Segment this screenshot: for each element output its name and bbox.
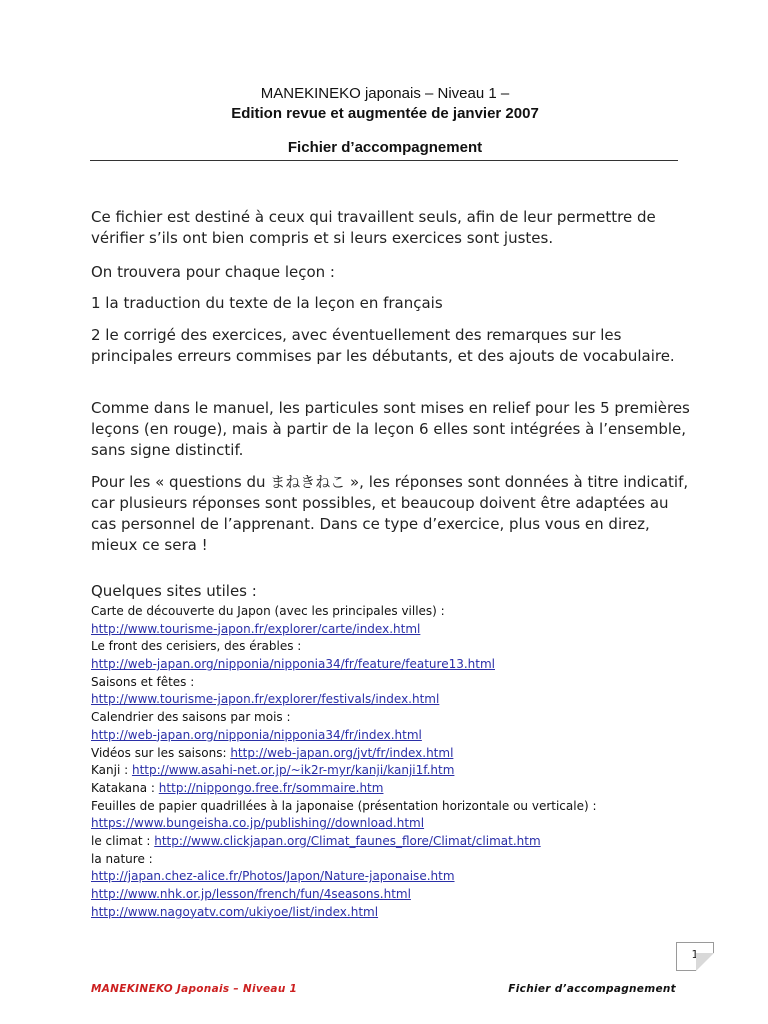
site-row (91, 886, 691, 904)
site-link[interactable]: http://web-japan.org/nipponia/nipponia34/fr/index.html (91, 727, 422, 742)
site-row (91, 904, 691, 922)
site-row (91, 691, 691, 709)
site-link[interactable]: http://web-japan.org/jvt/fr/index.html (230, 745, 454, 760)
site-row (91, 656, 691, 674)
site-row (91, 780, 691, 798)
document-subtitle: Fichier d’accompagnement (287, 139, 483, 156)
site-label: Carte de découverte du Japon (avec les principales villes) : (91, 604, 445, 618)
intro-paragraph: Ce fichier est destiné à ceux qui travaillent seuls, afin de leur permettre de vérifier s’ils ont bien compris et si leurs exercices sont justes. (91, 208, 656, 247)
site-link[interactable]: http://www.tourisme-japon.fr/explorer/festivals/index.html (91, 692, 440, 707)
site-link[interactable]: http://www.clickjapan.org/Climat_faunes_flore/Climat/climat.htm (154, 833, 541, 848)
site-label: Vidéos sur les saisons: (91, 745, 231, 760)
site-row (91, 745, 691, 763)
site-label: Saisons et fêtes : (91, 674, 195, 689)
document-title: MANEKINEKO japonais – Niveau 1 – (260, 85, 510, 102)
questions-paragraph: Pour les « questions du まねきねこ », les réponses sont données à titre indicatif, car plusieurs réponses sont possibles, et beaucoup doivent être adaptées au cas personnel de l’apprenant. Dans ce type d’exercice, plus vous en direz, mieux ce sera ! (91, 473, 689, 554)
site-link[interactable]: http://www.asahi-net.or.jp/~ik2r-myr/kanji/kanji1f.htm (131, 763, 455, 778)
header-divider (90, 160, 678, 161)
site-row (91, 833, 691, 851)
site-label: le climat : (91, 833, 155, 848)
site-link[interactable]: http://japan.chez-alice.fr/Photos/Japon/Nature-japonaise.htm (91, 869, 455, 884)
lesson-contents-intro: On trouvera pour chaque leçon : (91, 263, 335, 281)
document-edition: Edition revue et augmentée de janvier 2007 (231, 105, 539, 122)
site-link[interactable]: http://www.nagoyatv.com/ukiyoe/list/index.html (91, 904, 379, 919)
lesson-contents-item-2: 2 le corrigé des exercices, avec éventuellement des remarques sur les principales erreurs commises par les débutants, et des ajouts de vocabulaire. (91, 326, 675, 365)
page-curl-icon (696, 953, 714, 971)
site-row (91, 674, 691, 692)
site-row (91, 815, 691, 833)
site-row (91, 621, 691, 639)
sites-heading: Quelques sites utiles : (91, 582, 257, 600)
site-link[interactable]: http://web-japan.org/nipponia/nipponia34/fr/feature/feature13.html (91, 657, 495, 672)
site-row (91, 709, 691, 727)
page-number: 1 (691, 948, 699, 961)
site-row (91, 638, 691, 656)
particles-paragraph: Comme dans le manuel, les particules sont mises en relief pour les 5 premières leçons (en rouge), mais à partir de la leçon 6 elles sont intégrées à l’ensemble, sans signe distinctif. (91, 399, 690, 459)
footer-left: MANEKINEKO Japonais – Niveau 1 (91, 983, 298, 995)
site-label: Calendrier des saisons par mois : (91, 710, 291, 725)
useful-sites-list (91, 603, 691, 921)
site-row (91, 603, 691, 621)
site-label: Le front des cerisiers, des érables : (91, 639, 302, 654)
site-link[interactable]: https://www.bungeisha.co.jp/publishing//download.html (91, 816, 425, 831)
site-label: Feuilles de papier quadrillées à la japonaise (présentation horizontale ou verticale) : (91, 798, 597, 813)
site-label: Katakana : (91, 780, 159, 795)
footer-right: Fichier d’accompagnement (508, 983, 676, 995)
page-number-box (676, 942, 714, 971)
site-label: la nature : (91, 851, 153, 866)
site-row (91, 868, 691, 886)
site-row (91, 762, 691, 780)
site-link[interactable]: http://www.tourisme-japon.fr/explorer/carte/index.html (91, 621, 421, 636)
site-row (91, 851, 691, 869)
lesson-contents-item-1: 1 la traduction du texte de la leçon en français (91, 294, 443, 312)
site-row (91, 727, 691, 745)
site-row (91, 798, 691, 816)
site-link[interactable]: http://nippongo.free.fr/sommaire.htm (158, 780, 384, 795)
site-link[interactable]: http://www.nhk.or.jp/lesson/french/fun/4seasons.html (91, 887, 411, 901)
site-label: Kanji : (91, 763, 132, 778)
